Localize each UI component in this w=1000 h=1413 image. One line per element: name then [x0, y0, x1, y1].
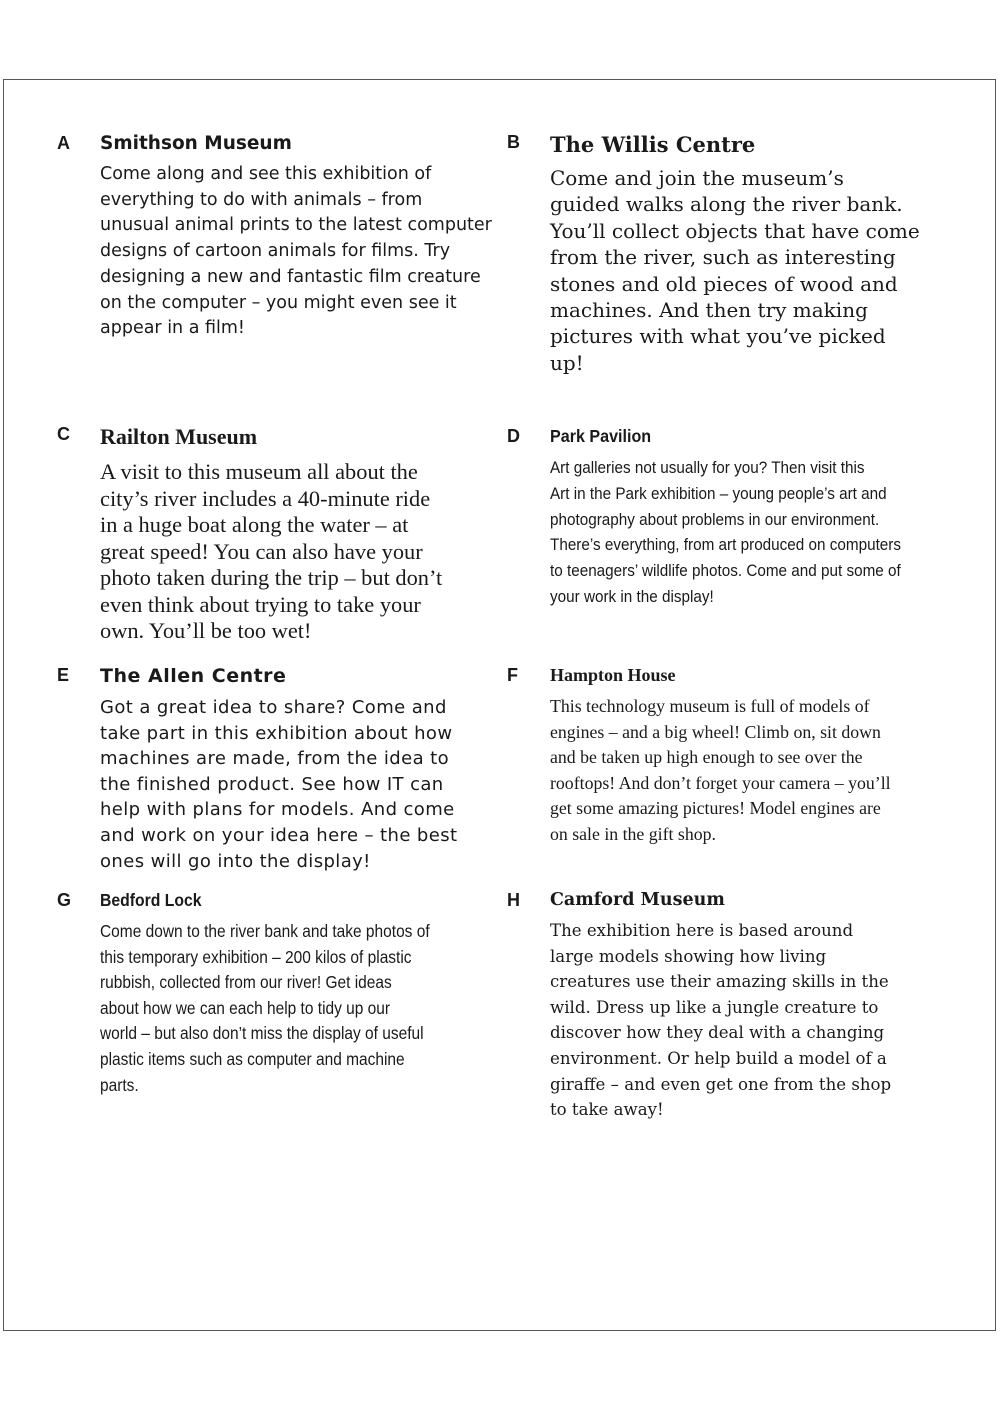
entry-body: [100, 459, 442, 645]
body-line: photography about problems in our environment.: [550, 509, 880, 529]
entry-body: [550, 165, 920, 376]
entry-title: The Allen Centre: [100, 665, 287, 687]
body-line: great speed! You can also have your: [100, 538, 423, 564]
body-line: photo taken during the trip – but don’t: [100, 565, 443, 590]
body-line: Got a great idea to share? Come and: [100, 697, 447, 718]
body-line: machines are made, from the idea to: [100, 748, 449, 770]
body-line: large models showing how living: [550, 946, 827, 966]
entry-letter: F: [507, 665, 518, 685]
body-line: You’ll collect objects that have come: [550, 218, 920, 243]
entry-title: Park Pavilion: [550, 426, 652, 446]
entry-body: [100, 695, 457, 874]
body-line: Art galleries not usually for you? Then visit this: [550, 458, 865, 477]
body-line: up!: [550, 350, 584, 375]
entry-letter: H: [507, 890, 520, 910]
body-line: help with plans for models. And come: [100, 799, 455, 821]
body-line: pictures with what you’ve picked: [550, 324, 886, 349]
body-line: from the river, such as interesting: [550, 245, 896, 270]
entry-title: The Willis Centre: [550, 132, 756, 157]
body-line: wild. Dress up like a jungle creature to: [550, 997, 879, 1017]
body-line: guided walks along the river bank.: [550, 192, 903, 217]
body-line: There’s everything, from art produced on computers: [550, 535, 902, 555]
body-line: world – but also don’t miss the display of useful: [100, 1023, 424, 1044]
body-line: engines – and a big wheel! Climb on, sit down: [550, 721, 881, 742]
body-line: designs of cartoon animals for films. Try: [100, 241, 451, 262]
body-line: even think about trying to take your: [100, 591, 421, 617]
entry-title: Railton Museum: [100, 424, 258, 449]
body-line: about how we can each help to tidy up our: [100, 997, 391, 1018]
body-line: your work in the display!: [550, 586, 714, 606]
entry-body: [100, 919, 494, 1098]
body-line: rooftops! And don’t forget your camera – you’ll: [550, 772, 891, 793]
entry-title: Camford Museum: [550, 890, 725, 910]
body-line: stones and old pieces of wood and: [550, 271, 898, 296]
entry-letter: B: [507, 132, 520, 152]
body-line: environment. Or help build a model of a: [550, 1048, 887, 1068]
body-line: and work on your idea here – the best: [100, 824, 458, 846]
body-line: to teenagers’ wildlife photos. Come and put some of: [550, 561, 901, 581]
entry-title: Bedford Lock: [100, 890, 202, 910]
body-line: city’s river includes a 40-minute ride: [100, 485, 431, 511]
body-line: everything to do with animals – from: [100, 189, 423, 210]
entry-body: [550, 918, 891, 1123]
body-line: Come along and see this exhibition of: [100, 164, 432, 184]
body-line: designing a new and fantastic film creature: [100, 266, 481, 287]
entry-letter: G: [57, 890, 72, 910]
body-line: on sale in the gift shop.: [550, 823, 716, 844]
body-line: on the computer – you might even see it: [100, 292, 457, 313]
entry-letter: D: [507, 426, 520, 446]
body-line: rubbish, collected from our river! Get ideas: [100, 972, 392, 993]
entry-body: [550, 694, 891, 848]
entry-letter: A: [57, 133, 70, 153]
body-line: giraffe – and even get one from the shop: [550, 1074, 892, 1094]
entry-letter: E: [57, 665, 70, 685]
body-line: The exhibition here is based around: [550, 921, 854, 940]
entry-body: [100, 162, 492, 342]
body-line: Come and join the museum’s: [550, 166, 844, 190]
body-line: to take away!: [550, 1100, 664, 1120]
body-line: Art in the Park exhibition – young people’s art and: [550, 483, 887, 503]
body-line: this temporary exhibition – 200 kilos of plastic: [100, 946, 412, 967]
body-line: ones will go into the display!: [100, 850, 371, 872]
body-line: A visit to this museum all about the: [100, 459, 418, 484]
body-line: own. You’ll be too wet!: [100, 618, 312, 643]
body-line: Come down to the river bank and take photos of: [100, 921, 430, 941]
body-line: machines. And then try making: [550, 298, 868, 323]
body-line: appear in a film!: [100, 318, 245, 339]
body-line: parts.: [100, 1074, 139, 1095]
body-line: discover how they deal with a changing: [550, 1023, 885, 1043]
body-line: get some amazing pictures! Model engines are: [550, 798, 881, 819]
entry-title: Hampton House: [550, 665, 676, 685]
entry-title: Smithson Museum: [100, 133, 292, 154]
body-line: the finished product. See how IT can: [100, 773, 444, 795]
body-line: and be taken up high enough to see over the: [550, 747, 863, 768]
entry-letter: C: [57, 424, 70, 444]
body-line: unusual animal prints to the latest computer: [100, 215, 492, 236]
entry-body: [550, 455, 927, 610]
body-line: plastic items such as computer and machine: [100, 1048, 405, 1069]
body-line: creatures use their amazing skills in the: [550, 972, 889, 992]
body-line: take part in this exhibition about how: [100, 722, 453, 744]
body-line: in a huge boat along the water – at: [100, 512, 409, 537]
body-line: This technology museum is full of models of: [550, 696, 870, 716]
